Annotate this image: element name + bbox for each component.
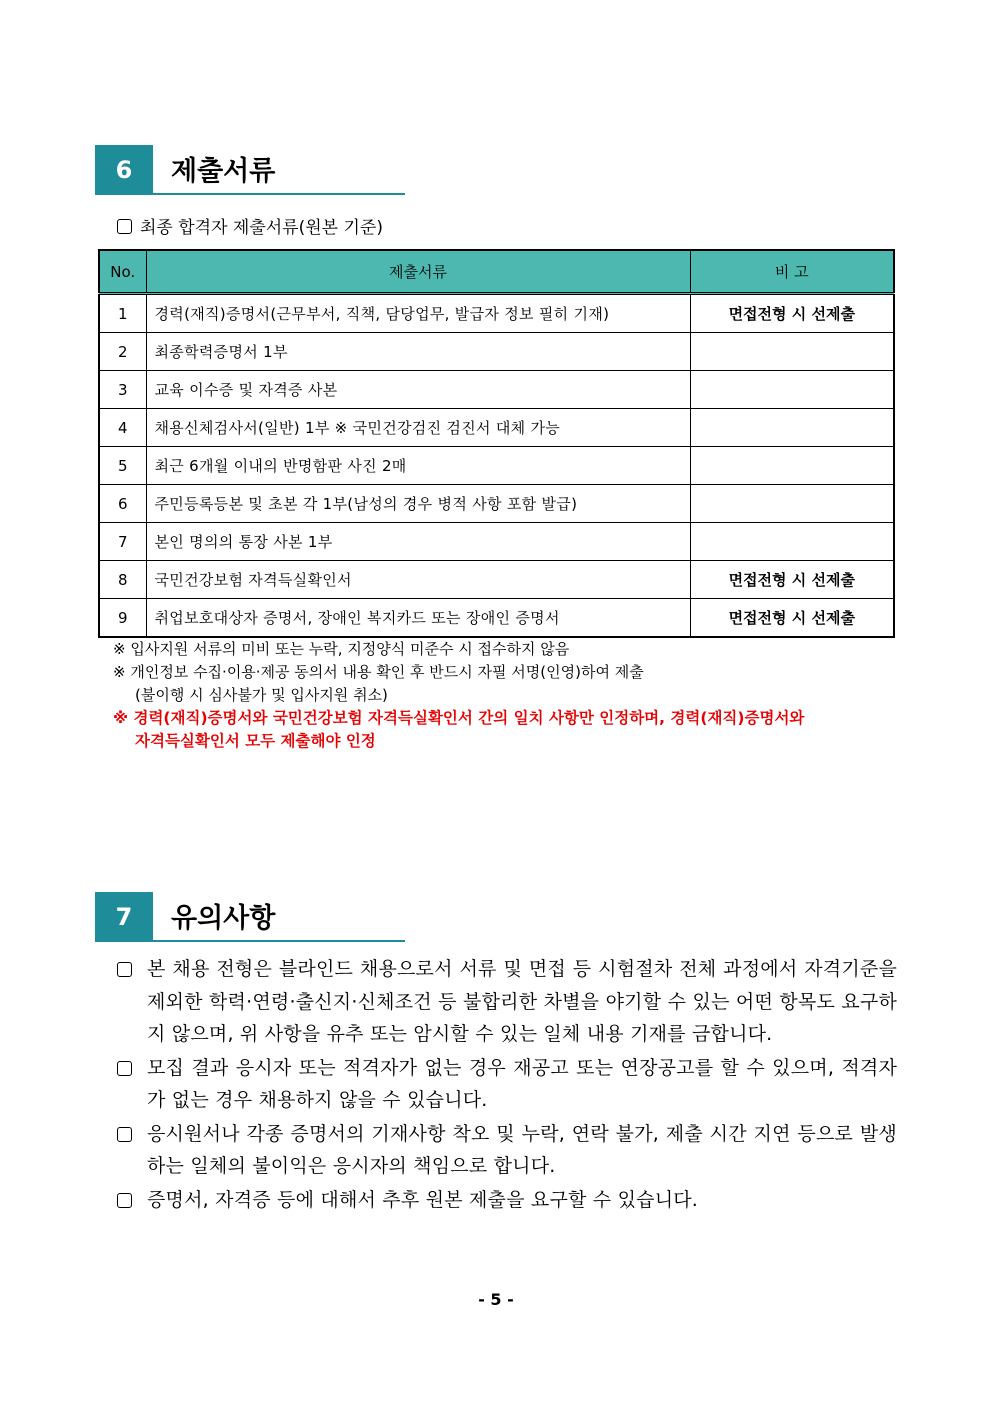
- row-note: 면접전형 시 선제출: [690, 599, 894, 638]
- table-row: [99, 523, 894, 561]
- note-incomplete: ※ 입사지원 서류의 미비 또는 누락, 지정양식 미준수 시 접수하지 않음: [113, 640, 570, 658]
- row-doc: 본인 명의의 통장 사본 1부: [146, 523, 690, 561]
- row-note: [690, 447, 894, 485]
- subtitle: [117, 213, 383, 238]
- row-note: [690, 485, 894, 523]
- row-doc: 채용신체검사서(일반) 1부 ※ 국민건강검진 검진서 대체 가능: [146, 409, 690, 447]
- table-row: [99, 409, 894, 447]
- row-note: [690, 333, 894, 371]
- section-7-heading: [95, 892, 405, 942]
- table-row: [99, 371, 894, 409]
- checkbox-icon: [117, 1061, 132, 1076]
- row-no: 6: [99, 485, 146, 523]
- checkbox-icon: [117, 1127, 132, 1142]
- table-header-row: [99, 250, 894, 294]
- table-row: [99, 447, 894, 485]
- section-title: 유의사항: [171, 903, 276, 934]
- header-note: 비 고: [690, 250, 894, 294]
- checkbox-icon: [117, 219, 132, 234]
- list-item: [117, 1184, 897, 1217]
- row-doc: 교육 이수증 및 자격증 사본: [146, 371, 690, 409]
- row-no: 9: [99, 599, 146, 638]
- table-notes: [113, 638, 804, 753]
- row-no: 2: [99, 333, 146, 371]
- list-item: [117, 1052, 897, 1117]
- warning-note-line2: 자격득실확인서 모두 제출해야 인정: [135, 732, 376, 750]
- table-row: [99, 599, 894, 638]
- row-no: 3: [99, 371, 146, 409]
- note-privacy-penalty: (불이행 시 심사불가 및 입사지원 취소): [135, 686, 388, 704]
- warning-note-line1: ※ 경력(재직)증명서와 국민건강보험 자격득실확인서 간의 일치 사항만 인정하며, 경력(재직)증명서와: [113, 709, 805, 727]
- row-no: 8: [99, 561, 146, 599]
- header-no: No.: [99, 250, 146, 294]
- row-no: 4: [99, 409, 146, 447]
- row-no: 5: [99, 447, 146, 485]
- table-row: [99, 561, 894, 599]
- table-row: [99, 294, 894, 333]
- checkbox-icon: [117, 1193, 132, 1208]
- header-doc: 제출서류: [146, 250, 690, 294]
- row-note: [690, 409, 894, 447]
- row-no: 1: [99, 294, 146, 333]
- row-doc: 최종학력증명서 1부: [146, 333, 690, 371]
- row-note: 면접전형 시 선제출: [690, 294, 894, 333]
- documents-table: [98, 249, 895, 638]
- page-number: - 5 -: [478, 1290, 514, 1309]
- row-doc: 경력(재직)증명서(근무부서, 직책, 담당업무, 발급자 정보 필히 기재): [146, 294, 690, 333]
- cautions-list: [117, 953, 897, 1217]
- row-note: [690, 523, 894, 561]
- section-underline: [153, 940, 405, 942]
- caution-text: 응시원서나 각종 증명서의 기재사항 착오 및 누락, 연락 불가, 제출 시간 지연 등으로 발생하는 일체의 불이익은 응시자의 책임으로 합니다.: [147, 1122, 897, 1177]
- table-row: [99, 485, 894, 523]
- caution-text: 모집 결과 응시자 또는 적격자가 없는 경우 재공고 또는 연장공고를 할 수 있으며, 적격자가 없는 경우 채용하지 않을 수 있습니다.: [147, 1056, 897, 1111]
- row-doc: 최근 6개월 이내의 반명함판 사진 2매: [146, 447, 690, 485]
- row-doc: 국민건강보험 자격득실확인서: [146, 561, 690, 599]
- row-doc: 취업보호대상자 증명서, 장애인 복지카드 또는 장애인 증명서: [146, 599, 690, 638]
- row-note: 면접전형 시 선제출: [690, 561, 894, 599]
- note-privacy: ※ 개인정보 수집·이용·제공 동의서 내용 확인 후 반드시 자필 서명(인영)하여 제출: [113, 663, 644, 681]
- table-row: [99, 333, 894, 371]
- section-6-heading: [95, 145, 405, 195]
- caution-text: 증명서, 자격증 등에 대해서 추후 원본 제출을 요구할 수 있습니다.: [147, 1188, 699, 1211]
- section-underline: [153, 193, 405, 195]
- section-number: 7: [95, 892, 153, 942]
- section-number: 6: [95, 145, 153, 195]
- row-note: [690, 371, 894, 409]
- subtitle-text: 최종 합격자 제출서류(원본 기준): [140, 218, 383, 238]
- list-item: [117, 953, 897, 1051]
- row-no: 7: [99, 523, 146, 561]
- list-item: [117, 1118, 897, 1183]
- caution-text: 본 채용 전형은 블라인드 채용으로서 서류 및 면접 등 시험절차 전체 과정에서 자격기준을 제외한 학력·연령·출신지·신체조건 등 불합리한 차별을 야기할 수 있는 어떤 항목도 요구하지 않으며, 위 사항을 유추 또는 암시할 수 있는 일체 내용 기재를 금합니다.: [147, 958, 897, 1045]
- row-doc: 주민등록등본 및 초본 각 1부(남성의 경우 병적 사항 포함 발급): [146, 485, 690, 523]
- checkbox-icon: [117, 962, 132, 977]
- section-title: 제출서류: [171, 156, 276, 187]
